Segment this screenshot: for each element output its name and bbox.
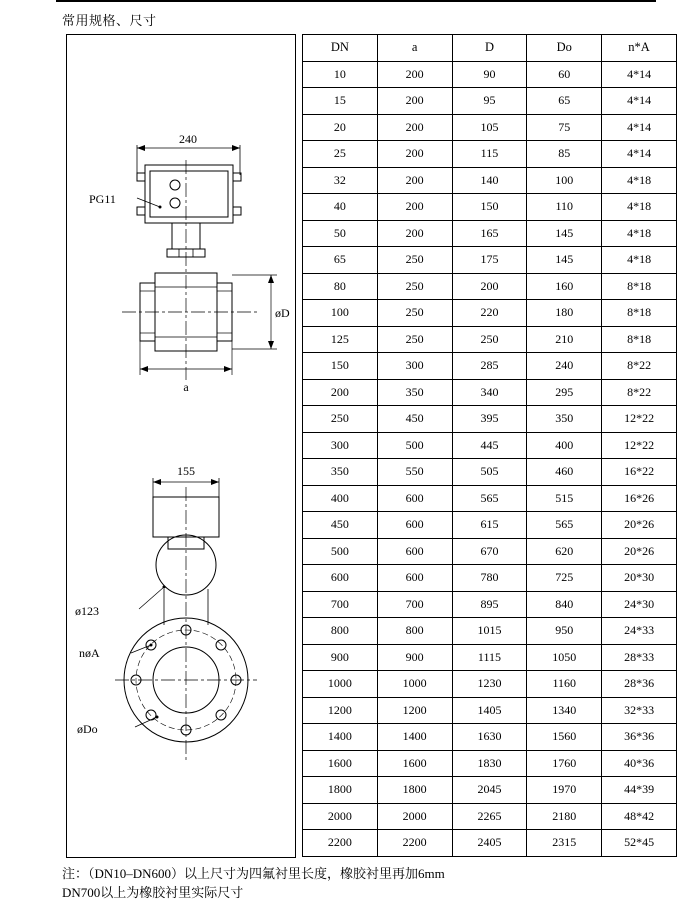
cell-na: 16*22 — [602, 459, 677, 486]
cell-do: 725 — [527, 565, 602, 592]
cell-do: 1760 — [527, 750, 602, 777]
cell-dn: 200 — [303, 379, 378, 406]
table-row — [303, 326, 677, 353]
table-row — [303, 353, 677, 380]
table-row — [303, 300, 677, 327]
column-header-d: D — [452, 35, 527, 62]
cell-do: 1970 — [527, 777, 602, 804]
cell-na: 16*26 — [602, 485, 677, 512]
cell-d: 285 — [452, 353, 527, 380]
table-row — [303, 724, 677, 751]
cell-do: 2315 — [527, 830, 602, 857]
cell-na: 8*18 — [602, 273, 677, 300]
cell-do: 565 — [527, 512, 602, 539]
cell-na: 4*18 — [602, 247, 677, 274]
cell-na: 36*36 — [602, 724, 677, 751]
cell-do: 350 — [527, 406, 602, 433]
cell-d: 2265 — [452, 803, 527, 830]
table-row — [303, 644, 677, 671]
table-row — [303, 247, 677, 274]
cell-dn: 2000 — [303, 803, 378, 830]
specification-table — [302, 34, 677, 857]
table-row — [303, 750, 677, 777]
cell-a: 200 — [377, 114, 452, 141]
cell-d: 250 — [452, 326, 527, 353]
drawing-frame — [66, 34, 296, 858]
cell-na: 20*26 — [602, 512, 677, 539]
dim-155-label: 155 — [177, 464, 195, 478]
cell-d: 895 — [452, 591, 527, 618]
cell-na: 8*18 — [602, 300, 677, 327]
cell-a: 550 — [377, 459, 452, 486]
cell-dn: 1200 — [303, 697, 378, 724]
cell-d: 220 — [452, 300, 527, 327]
cell-d: 175 — [452, 247, 527, 274]
cell-dn: 125 — [303, 326, 378, 353]
table-row — [303, 194, 677, 221]
cell-dn: 20 — [303, 114, 378, 141]
cell-do: 1560 — [527, 724, 602, 751]
cell-dn: 80 — [303, 273, 378, 300]
cell-na: 4*14 — [602, 61, 677, 88]
cell-d: 2405 — [452, 830, 527, 857]
table-row — [303, 220, 677, 247]
cell-d: 200 — [452, 273, 527, 300]
cell-a: 2000 — [377, 803, 452, 830]
dia-123-label: ø123 — [75, 604, 99, 618]
cell-dn: 800 — [303, 618, 378, 645]
cell-do: 60 — [527, 61, 602, 88]
cell-dn: 1600 — [303, 750, 378, 777]
table-row — [303, 273, 677, 300]
cell-d: 165 — [452, 220, 527, 247]
cell-a: 1200 — [377, 697, 452, 724]
column-header-na: n*A — [602, 35, 677, 62]
footnote-line-2: DN700以上为橡胶衬里实际尺寸 — [62, 885, 244, 900]
cell-a: 1600 — [377, 750, 452, 777]
cell-na: 20*26 — [602, 538, 677, 565]
cell-d: 670 — [452, 538, 527, 565]
cell-a: 200 — [377, 220, 452, 247]
cell-dn: 2200 — [303, 830, 378, 857]
cell-a: 200 — [377, 141, 452, 168]
cell-a: 200 — [377, 194, 452, 221]
table-row — [303, 406, 677, 433]
dim-a-label: a — [183, 380, 189, 394]
cell-na: 4*18 — [602, 220, 677, 247]
cell-dn: 32 — [303, 167, 378, 194]
cell-a: 300 — [377, 353, 452, 380]
cell-dn: 350 — [303, 459, 378, 486]
cell-dn: 400 — [303, 485, 378, 512]
dia-D-label: øD — [275, 306, 290, 320]
cell-d: 1230 — [452, 671, 527, 698]
cell-d: 95 — [452, 88, 527, 115]
cell-na: 24*30 — [602, 591, 677, 618]
cell-d: 340 — [452, 379, 527, 406]
cell-a: 1000 — [377, 671, 452, 698]
cell-dn: 50 — [303, 220, 378, 247]
cell-a: 450 — [377, 406, 452, 433]
cell-dn: 100 — [303, 300, 378, 327]
cell-d: 445 — [452, 432, 527, 459]
cell-do: 180 — [527, 300, 602, 327]
cell-a: 250 — [377, 273, 452, 300]
table-row — [303, 697, 677, 724]
cell-d: 565 — [452, 485, 527, 512]
table-row — [303, 671, 677, 698]
cell-a: 2200 — [377, 830, 452, 857]
cell-do: 840 — [527, 591, 602, 618]
cell-na: 32*33 — [602, 697, 677, 724]
cell-do: 160 — [527, 273, 602, 300]
cell-na: 12*22 — [602, 432, 677, 459]
table-header-row — [303, 35, 677, 62]
nA-label: nøA — [79, 646, 100, 660]
table-row — [303, 803, 677, 830]
cell-d: 105 — [452, 114, 527, 141]
cell-d: 505 — [452, 459, 527, 486]
cell-na: 40*36 — [602, 750, 677, 777]
footnote-line-1: 注：（DN10–DN600）以上尺寸为四氟衬里长度，橡胶衬里再加6mm — [62, 866, 445, 881]
section-title: 常用规格、尺寸 — [62, 13, 157, 28]
cell-do: 515 — [527, 485, 602, 512]
table-row — [303, 114, 677, 141]
cell-do: 240 — [527, 353, 602, 380]
cell-do: 2180 — [527, 803, 602, 830]
cell-do: 460 — [527, 459, 602, 486]
cell-a: 200 — [377, 167, 452, 194]
cell-dn: 10 — [303, 61, 378, 88]
table-row — [303, 485, 677, 512]
cell-do: 85 — [527, 141, 602, 168]
cell-na: 4*14 — [602, 88, 677, 115]
table-row — [303, 565, 677, 592]
cell-dn: 15 — [303, 88, 378, 115]
cell-d: 615 — [452, 512, 527, 539]
cell-na: 4*14 — [602, 114, 677, 141]
table-row — [303, 432, 677, 459]
table-row — [303, 379, 677, 406]
cell-do: 210 — [527, 326, 602, 353]
cell-na: 48*42 — [602, 803, 677, 830]
cell-do: 145 — [527, 220, 602, 247]
cell-a: 800 — [377, 618, 452, 645]
cell-do: 1340 — [527, 697, 602, 724]
cell-do: 620 — [527, 538, 602, 565]
cell-a: 600 — [377, 538, 452, 565]
cell-d: 2045 — [452, 777, 527, 804]
cell-a: 1800 — [377, 777, 452, 804]
table-row — [303, 61, 677, 88]
cell-dn: 65 — [303, 247, 378, 274]
cell-dn: 1400 — [303, 724, 378, 751]
table-row — [303, 538, 677, 565]
table-row — [303, 167, 677, 194]
cell-d: 150 — [452, 194, 527, 221]
cell-a: 600 — [377, 565, 452, 592]
cell-na: 24*33 — [602, 618, 677, 645]
cell-a: 700 — [377, 591, 452, 618]
cell-na: 20*30 — [602, 565, 677, 592]
cell-dn: 600 — [303, 565, 378, 592]
cell-na: 44*39 — [602, 777, 677, 804]
cell-a: 600 — [377, 512, 452, 539]
cell-na: 8*22 — [602, 353, 677, 380]
cell-d: 140 — [452, 167, 527, 194]
cell-d: 115 — [452, 141, 527, 168]
cell-d: 1630 — [452, 724, 527, 751]
table-row — [303, 830, 677, 857]
cell-a: 200 — [377, 88, 452, 115]
cell-do: 145 — [527, 247, 602, 274]
cell-na: 4*14 — [602, 141, 677, 168]
cell-a: 250 — [377, 326, 452, 353]
cell-do: 295 — [527, 379, 602, 406]
cell-na: 52*45 — [602, 830, 677, 857]
cell-dn: 25 — [303, 141, 378, 168]
cell-a: 1400 — [377, 724, 452, 751]
cell-na: 4*18 — [602, 194, 677, 221]
cell-na: 8*22 — [602, 379, 677, 406]
dia-Do-label: øDo — [77, 722, 98, 736]
cell-d: 1830 — [452, 750, 527, 777]
cell-dn: 700 — [303, 591, 378, 618]
cell-a: 250 — [377, 247, 452, 274]
table-row — [303, 591, 677, 618]
cell-dn: 250 — [303, 406, 378, 433]
dim-240-label: 240 — [179, 132, 197, 146]
technical-drawing — [67, 35, 295, 857]
top-divider-rule — [56, 0, 656, 2]
cell-a: 200 — [377, 61, 452, 88]
cell-dn: 900 — [303, 644, 378, 671]
cell-do: 1050 — [527, 644, 602, 671]
cell-do: 1160 — [527, 671, 602, 698]
cell-d: 1115 — [452, 644, 527, 671]
cell-a: 250 — [377, 300, 452, 327]
cell-na: 28*33 — [602, 644, 677, 671]
cell-do: 100 — [527, 167, 602, 194]
cell-na: 28*36 — [602, 671, 677, 698]
cell-dn: 1800 — [303, 777, 378, 804]
table-row — [303, 141, 677, 168]
cell-d: 780 — [452, 565, 527, 592]
column-header-a: a — [377, 35, 452, 62]
cell-na: 4*18 — [602, 167, 677, 194]
pg11-label: PG11 — [89, 192, 116, 206]
cell-a: 600 — [377, 485, 452, 512]
cell-do: 400 — [527, 432, 602, 459]
cell-a: 500 — [377, 432, 452, 459]
footnote — [62, 864, 662, 902]
cell-dn: 40 — [303, 194, 378, 221]
cell-do: 950 — [527, 618, 602, 645]
column-header-do: Do — [527, 35, 602, 62]
cell-d: 1015 — [452, 618, 527, 645]
cell-dn: 300 — [303, 432, 378, 459]
cell-do: 65 — [527, 88, 602, 115]
cell-do: 75 — [527, 114, 602, 141]
cell-a: 350 — [377, 379, 452, 406]
cell-dn: 150 — [303, 353, 378, 380]
table-row — [303, 618, 677, 645]
table-row — [303, 777, 677, 804]
cell-d: 90 — [452, 61, 527, 88]
cell-na: 12*22 — [602, 406, 677, 433]
table-row — [303, 88, 677, 115]
cell-dn: 500 — [303, 538, 378, 565]
cell-d: 395 — [452, 406, 527, 433]
column-header-dn: DN — [303, 35, 378, 62]
cell-a: 900 — [377, 644, 452, 671]
cell-dn: 1000 — [303, 671, 378, 698]
table-row — [303, 512, 677, 539]
cell-d: 1405 — [452, 697, 527, 724]
table-row — [303, 459, 677, 486]
cell-dn: 450 — [303, 512, 378, 539]
cell-na: 8*18 — [602, 326, 677, 353]
cell-do: 110 — [527, 194, 602, 221]
